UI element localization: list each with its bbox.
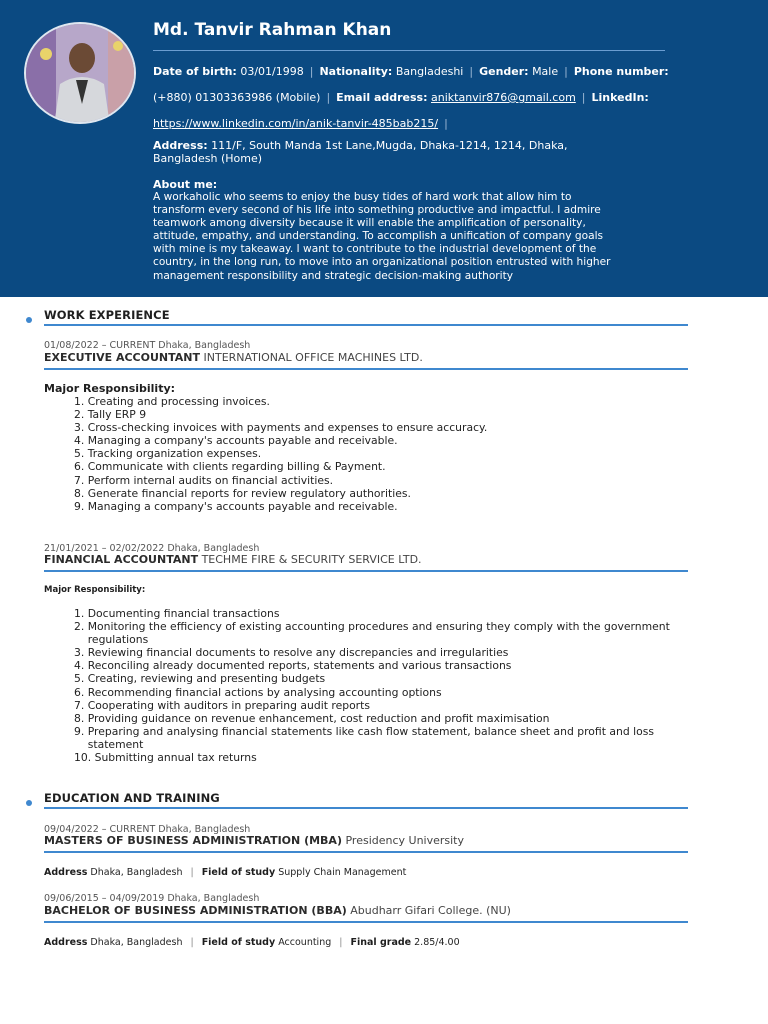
job-organization: TECHME FIRE & SECURITY SERVICE LTD.: [201, 553, 422, 566]
separator: |: [581, 91, 586, 104]
education-meta: 09/04/2022 – CURRENT Dhaka, Bangladesh: [44, 824, 251, 835]
list-item: 1. Documenting financial transactions: [74, 607, 280, 620]
list-item: 9. Preparing and analysing financial statements like cash flow statement, balance sheet and profit and loss: [74, 724, 654, 738]
separator: |: [326, 91, 331, 104]
address-value: Dhaka, Bangladesh: [90, 937, 183, 948]
profile-header: [0, 0, 768, 297]
education-meta: 09/06/2015 – 04/09/2019 Dhaka, Bangladesh: [44, 893, 260, 904]
separator: |: [564, 65, 568, 78]
about-line: attitude, empathy, and understanding. To accomplish a unification of company goals: [153, 230, 604, 243]
job-divider: [44, 570, 688, 572]
responsibility-list: [74, 607, 670, 764]
linkedin-label: LinkedIn:: [591, 91, 649, 104]
education-details: [44, 937, 460, 948]
about-line: teamwork among diversity because it will enable the amplification of personality,: [153, 217, 586, 230]
profile-photo: [24, 22, 136, 124]
field-value: Supply Chain Management: [278, 867, 407, 878]
personal-info-line-1: [153, 65, 669, 78]
job-divider: [44, 368, 688, 370]
address-label: Address:: [153, 139, 208, 152]
job-meta: 01/08/2022 – CURRENT Dhaka, Bangladesh: [44, 340, 251, 351]
degree-name: BACHELOR OF BUSINESS ADMINISTRATION (BBA): [44, 904, 347, 917]
email-link[interactable]: aniktanvir876@gmail.com: [431, 91, 576, 104]
job-meta: 21/01/2021 – 02/02/2022 Dhaka, Bangladesh: [44, 543, 260, 554]
responsibility-label: Major Responsibility:: [44, 585, 146, 595]
separator: |: [339, 937, 343, 948]
personal-info-line-2: [153, 91, 649, 104]
address-block: [153, 140, 633, 165]
list-item: 5. Tracking organization expenses.: [74, 447, 262, 461]
separator: |: [444, 117, 448, 130]
education-details: [44, 867, 406, 878]
section-divider: [44, 807, 688, 809]
address-label: Address: [44, 867, 88, 878]
job-role: EXECUTIVE ACCOUNTANT: [44, 351, 200, 364]
phone-label: Phone number:: [573, 65, 669, 78]
list-item: regulations: [74, 633, 149, 647]
dob-value: 03/01/1998: [240, 65, 304, 78]
list-item: 4. Reconciling already documented reports, statements and various transactions: [74, 659, 512, 673]
list-item: statement: [74, 737, 144, 751]
separator: |: [190, 867, 194, 878]
responsibility-list: [74, 395, 487, 513]
nationality-label: Nationality:: [319, 65, 393, 78]
degree-name: MASTERS OF BUSINESS ADMINISTRATION (MBA): [44, 834, 342, 847]
nationality-value: Bangladeshi: [395, 65, 464, 78]
list-item: 6. Communicate with clients regarding billing & Payment.: [74, 460, 386, 474]
job-title: [44, 553, 422, 566]
person-photo-icon: [26, 24, 136, 124]
field-label: Field of study: [201, 937, 276, 948]
about-line: country, in the long run, to move into an organizational position entrusted with higher: [153, 256, 611, 269]
list-item: 3. Cross-checking invoices with payments and expenses to ensure accuracy.: [74, 421, 488, 435]
dob-label: Date of birth:: [153, 65, 237, 78]
institution-name: Presidency University: [345, 834, 465, 847]
address-value: Dhaka, Bangladesh: [90, 867, 183, 878]
grade-label: Final grade: [350, 937, 412, 948]
list-item: 3. Reviewing financial documents to resolve any discrepancies and irregularities: [74, 646, 509, 660]
job-title: [44, 351, 423, 364]
list-item: 2. Tally ERP 9: [74, 408, 147, 422]
gender-value: Male: [532, 65, 559, 78]
section-bullet-icon: [26, 317, 32, 323]
work-experience-title: WORK EXPERIENCE: [44, 308, 170, 322]
personal-info-line-3: [153, 117, 454, 130]
about-line: transform every second of his life into something productive and impactful. I admire: [153, 204, 601, 217]
degree-divider: [44, 851, 688, 853]
field-label: Field of study: [201, 867, 276, 878]
list-item: 6. Recommending financial actions by analysing accounting options: [74, 685, 442, 699]
field-value: Accounting: [278, 937, 332, 948]
separator: |: [469, 65, 474, 78]
list-item: 1. Creating and processing invoices.: [74, 395, 270, 408]
list-item: 7. Perform internal audits on financial activities.: [74, 473, 334, 487]
list-item: 10. Submitting annual tax returns: [74, 751, 257, 765]
list-item: 9. Managing a company's accounts payable and receivable.: [74, 499, 398, 513]
responsibility-label: Major Responsibility:: [44, 382, 176, 395]
gender-label: Gender:: [479, 65, 529, 78]
separator: |: [190, 937, 194, 948]
grade-value: 2.85/4.00: [414, 937, 460, 948]
job-role: FINANCIAL ACCOUNTANT: [44, 553, 199, 566]
candidate-name: Md. Tanvir Rahman Khan: [153, 20, 392, 40]
phone-value: (+880) 01303363986 (Mobile): [153, 91, 321, 104]
list-item: 8. Providing guidance on revenue enhancement, cost reduction and profit maximisation: [74, 711, 550, 725]
list-item: 5. Creating, reviewing and presenting budgets: [74, 672, 326, 686]
email-label: Email address:: [336, 91, 428, 104]
job-organization: INTERNATIONAL OFFICE MACHINES LTD.: [203, 351, 423, 364]
list-item: 2. Monitoring the efficiency of existing accounting procedures and ensuring they comply with the government: [74, 620, 670, 634]
separator: |: [309, 65, 314, 78]
linkedin-link[interactable]: https://www.linkedin.com/in/anik-tanvir-485bab215/: [153, 117, 439, 130]
about-line: A workaholic who seems to enjoy the busy tides of hard work that allow him to: [153, 191, 572, 203]
name-divider: [153, 50, 665, 51]
institution-name: Abudharr Gifari College. (NU): [350, 904, 511, 917]
degree-title: [44, 904, 511, 917]
section-bullet-icon: [26, 800, 32, 806]
about-line: management responsibility and strategic decision-making authority: [153, 269, 514, 282]
degree-divider: [44, 921, 688, 923]
address-value: 111/F, South Manda 1st Lane,Mugda, Dhaka-1214, 1214, Dhaka, Bangladesh (Home): [153, 139, 568, 165]
list-item: 8. Generate financial reports for review regulatory authorities.: [74, 486, 411, 500]
about-text: [153, 191, 628, 283]
address-label: Address: [44, 937, 88, 948]
about-title: About me:: [153, 178, 218, 191]
education-title: EDUCATION AND TRAINING: [44, 791, 220, 805]
section-divider: [44, 324, 688, 326]
list-item: 4. Managing a company's accounts payable and receivable.: [74, 434, 398, 448]
degree-title: [44, 834, 464, 847]
list-item: 7. Cooperating with auditors in preparing audit reports: [74, 698, 370, 712]
about-line: with mine is my takeaway. I want to contribute to the industrial development of the: [153, 243, 597, 256]
